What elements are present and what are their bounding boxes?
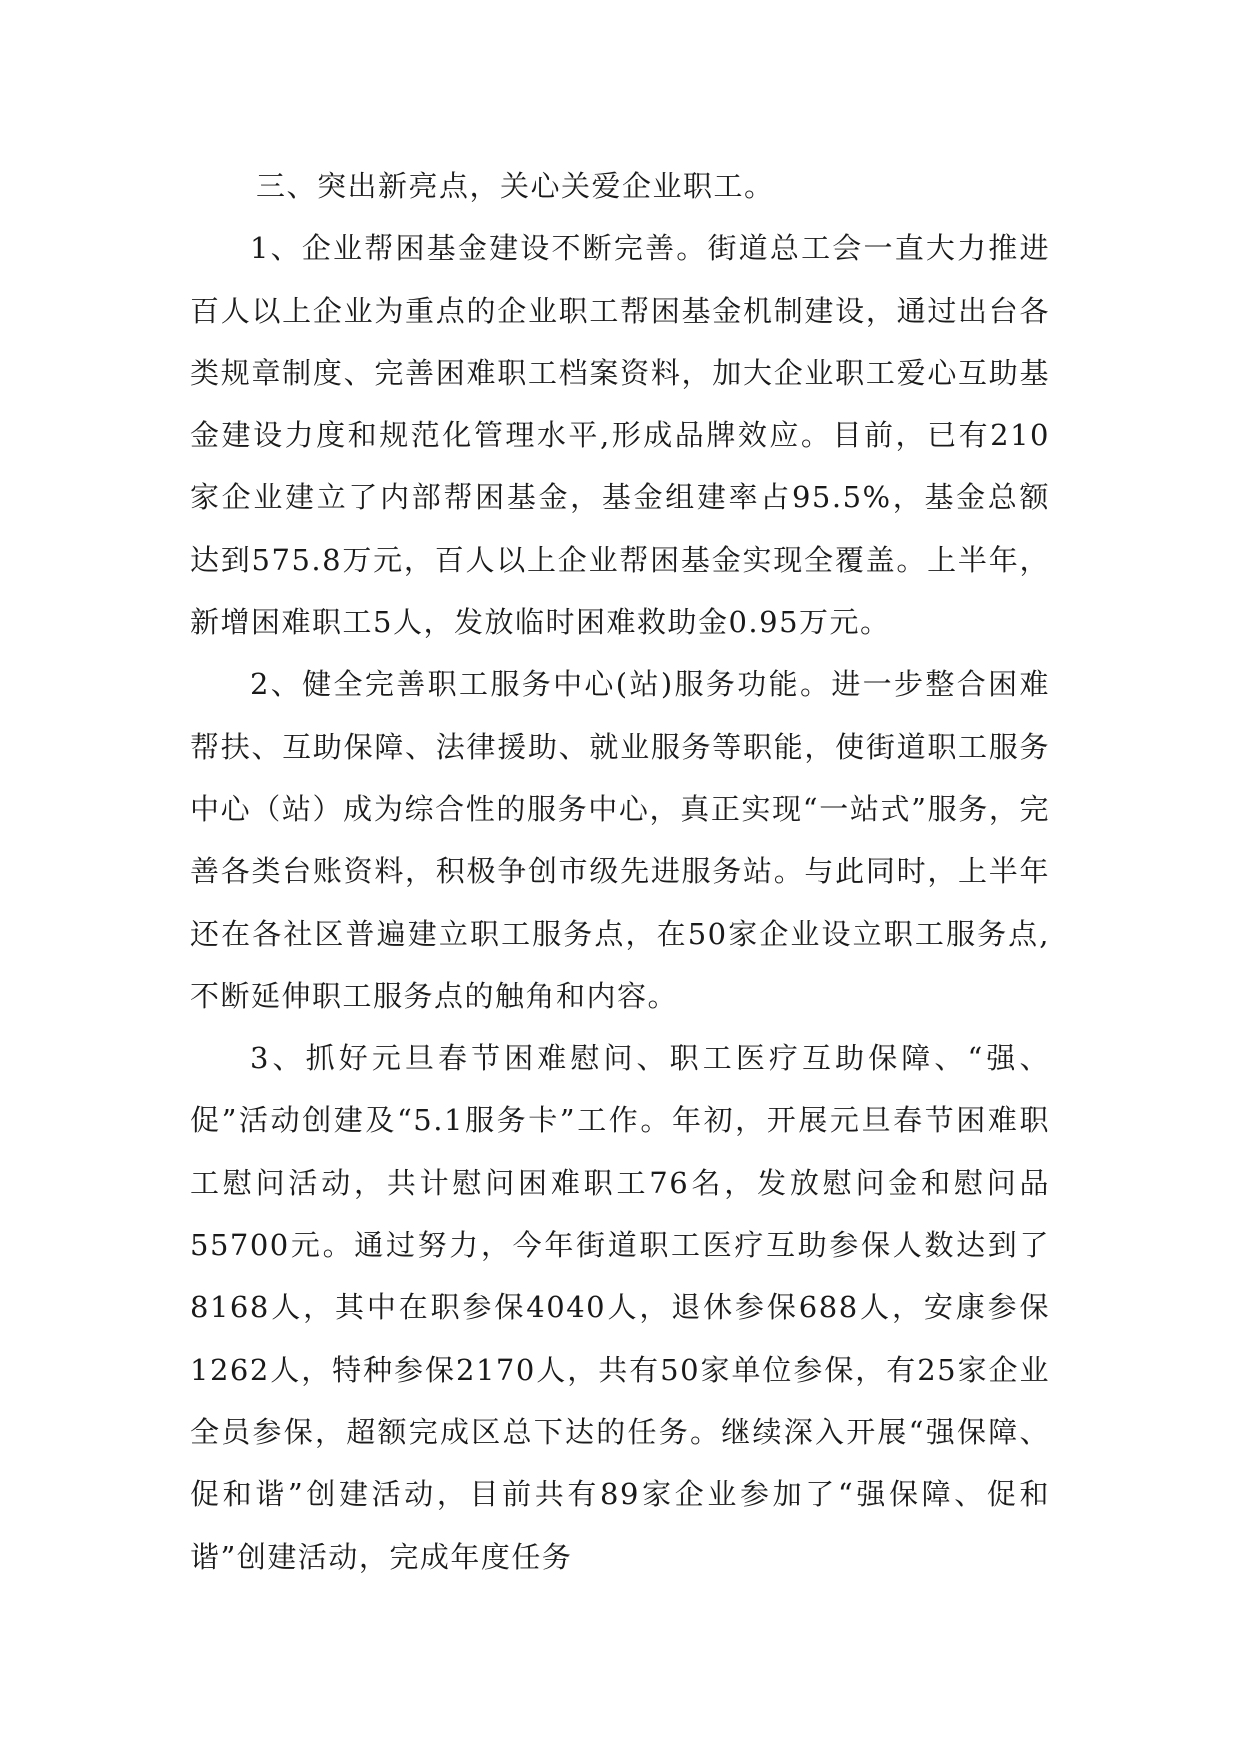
paragraph-holiday-care: 3、抓好元旦春节困难慰问、职工医疗互助保障、“强、促”活动创建及“5.1服务卡”工作。年初，开展元旦春节困难职工慰问活动，共计慰问困难职工76名，发放慰问金和慰问品55700元。通过努力，今年街道职工医疗互助参保人数达到了8168人，其中在职参保4040人，退休参保688人，安康参保1262人，特种参保2170人，共有50家单位参保，有25家企业全员参保，超额完成区总下达的任务。继续深入开展“强保障、促和谐”创建活动，目前共有89家企业参加了“强保障、促和谐”创建活动，完成年度任务 bbox=[190, 1041, 1050, 1574]
paragraph-fund-construction: 1、企业帮困基金建设不断完善。街道总工会一直大力推进百人以上企业为重点的企业职工帮困基金机制建设，通过出台各类规章制度、完善困难职工档案资料，加大企业职工爱心互助基金建设力度和规范化管理水平,形成品牌效应。目前，已有210家企业建立了内部帮困基金，基金组建率占95.5%，基金总额达到575.8万元，百人以上企业帮困基金实现全覆盖。上半年，新增困难职工5人，发放临时困难救助金0.95万元。 bbox=[190, 231, 1050, 640]
paragraph-service-center: 2、健全完善职工服务中心(站)服务功能。进一步整合困难帮扶、互助保障、法律援助、就业服务等职能，使街道职工服务中心（站）成为综合性的服务中心，真正实现“一站式”服务，完善各类台账资料，积极争创市级先进服务站。与此同时，上半年还在各社区普遍建立职工服务点，在50家企业设立职工服务点,不断延伸职工服务点的触角和内容。 bbox=[190, 667, 1050, 1013]
document-body bbox=[190, 155, 1050, 1588]
section-heading: 三、突出新亮点，关心关爱企业职工。 bbox=[256, 169, 775, 203]
